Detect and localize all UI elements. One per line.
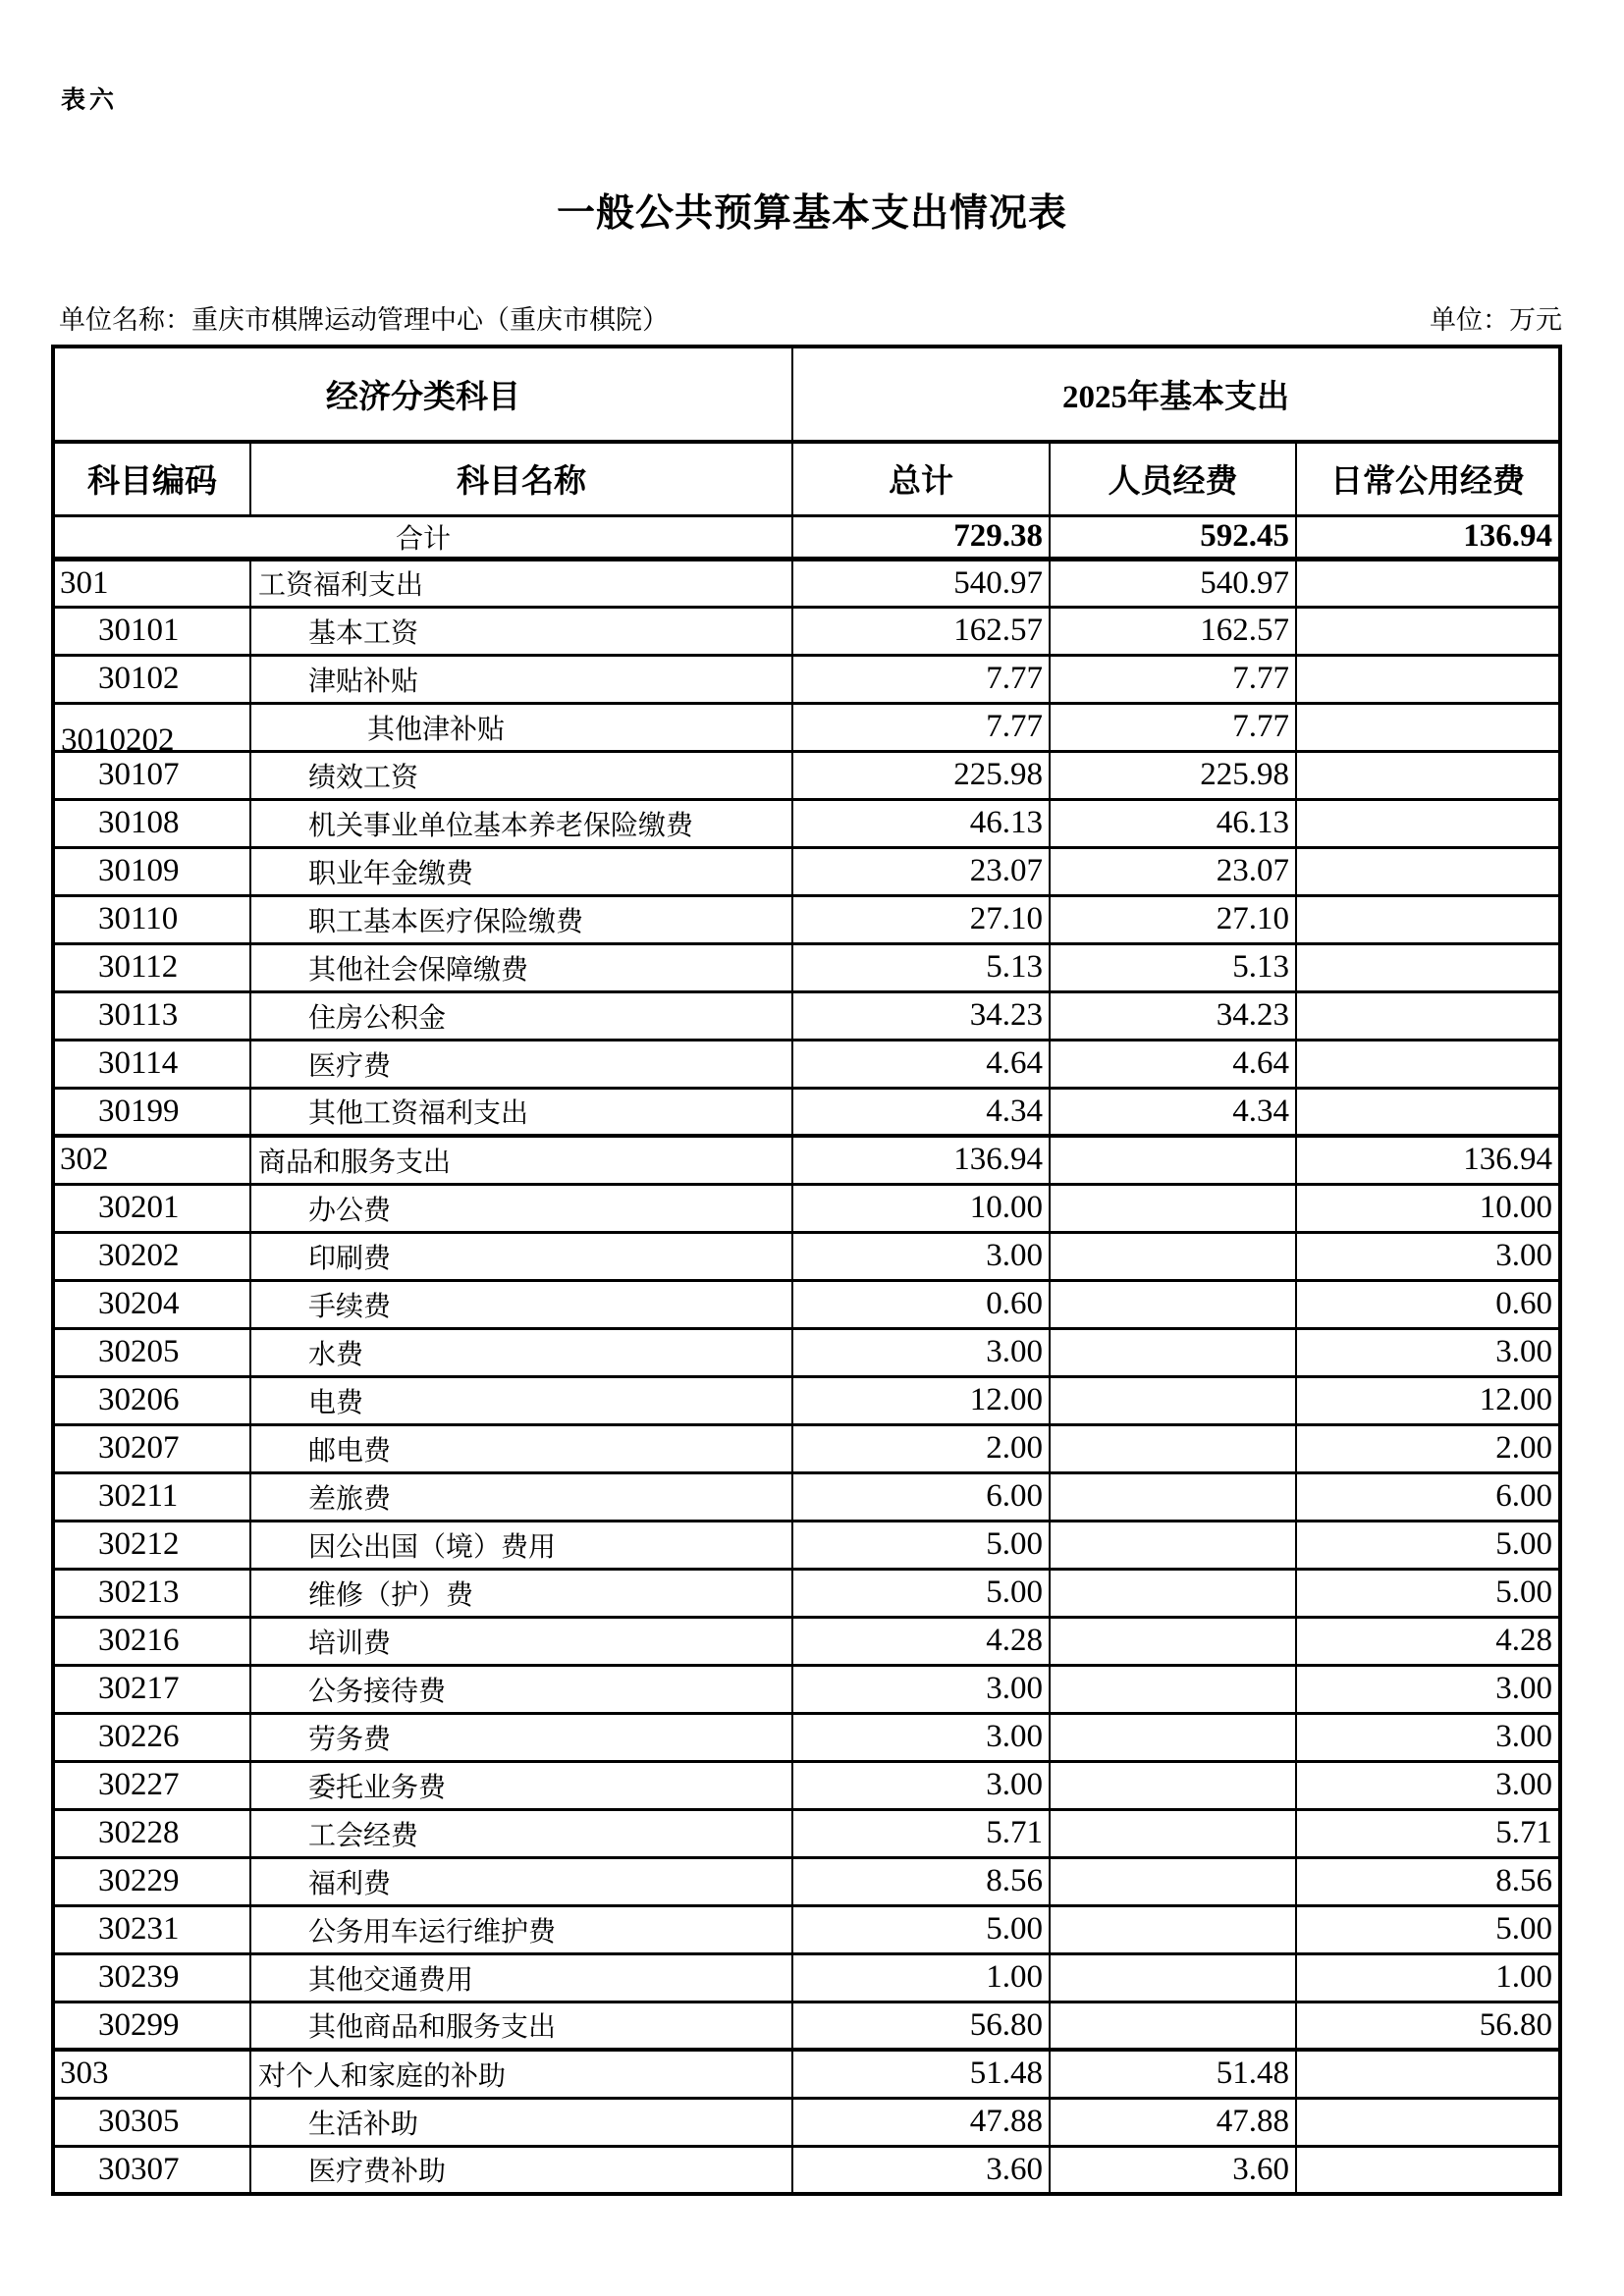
header-economic-classification: 经济分类科目: [53, 347, 792, 442]
subject-name-cell: 电费: [250, 1376, 792, 1424]
subject-name-cell: 机关事业单位基本养老保险缴费: [250, 799, 792, 847]
total-cell: 6.00: [792, 1472, 1050, 1521]
subject-code-cell: 30102: [53, 655, 250, 703]
daily-cell: 3.00: [1296, 1713, 1560, 1761]
personnel-cell: 4.64: [1050, 1040, 1296, 1088]
table-row: [53, 1472, 1560, 1521]
table-row: [53, 1905, 1560, 1953]
total-cell: 8.56: [792, 1857, 1050, 1905]
daily-cell: 10.00: [1296, 1184, 1560, 1232]
subject-code-cell: 30213: [53, 1569, 250, 1617]
total-cell: 225.98: [792, 751, 1050, 799]
subject-code-cell: 30205: [53, 1328, 250, 1376]
header-daily-public-funds: 日常公用经费: [1296, 442, 1560, 515]
total-cell: 2.00: [792, 1424, 1050, 1472]
personnel-cell: [1050, 1424, 1296, 1472]
subject-code-cell: 30228: [53, 1809, 250, 1857]
personnel-cell: 7.77: [1050, 703, 1296, 751]
personnel-cell: [1050, 1328, 1296, 1376]
header-2025-basic-expenditure: 2025年基本支出: [792, 347, 1560, 442]
subject-code-cell: 301: [53, 559, 250, 607]
table-row: [53, 847, 1560, 895]
table-row: [53, 1232, 1560, 1280]
subject-code-cell: 30107: [53, 751, 250, 799]
daily-cell: 5.00: [1296, 1905, 1560, 1953]
daily-cell: 12.00: [1296, 1376, 1560, 1424]
personnel-cell: [1050, 1809, 1296, 1857]
daily-cell: [1296, 2146, 1560, 2194]
daily-cell: [1296, 991, 1560, 1040]
subject-name-cell: 其他商品和服务支出: [250, 2002, 792, 2050]
table-row: [53, 1088, 1560, 1136]
table-row: [53, 2146, 1560, 2194]
table-row: [53, 1617, 1560, 1665]
subject-code-cell: 30305: [53, 2098, 250, 2146]
table-row: [53, 943, 1560, 991]
header-subject-name: 科目名称: [250, 442, 792, 515]
total-cell: 51.48: [792, 2050, 1050, 2098]
total-cell: 3.60: [792, 2146, 1050, 2194]
table-row: [53, 1857, 1560, 1905]
subject-name-cell: 水费: [250, 1328, 792, 1376]
subject-name-cell: 公务用车运行维护费: [250, 1905, 792, 1953]
total-cell: 7.77: [792, 703, 1050, 751]
subject-code-cell: 30231: [53, 1905, 250, 1953]
daily-cell: 5.71: [1296, 1809, 1560, 1857]
total-cell: 3.00: [792, 1713, 1050, 1761]
daily-cell: 5.00: [1296, 1521, 1560, 1569]
personnel-cell: 3.60: [1050, 2146, 1296, 2194]
table-row: [53, 1953, 1560, 2002]
info-row: [59, 298, 1562, 337]
daily-cell: [1296, 2050, 1560, 2098]
personnel-cell: 46.13: [1050, 799, 1296, 847]
unit-name: 单位名称：重庆市棋牌运动管理中心（重庆市棋院）: [59, 305, 669, 335]
table-header: [53, 347, 1560, 515]
subject-name-cell: 工会经费: [250, 1809, 792, 1857]
table-body: [53, 515, 1560, 2194]
subject-code-cell: 30108: [53, 799, 250, 847]
total-cell: 136.94: [792, 1136, 1050, 1184]
personnel-cell: 51.48: [1050, 2050, 1296, 2098]
subject-code-cell: 30110: [53, 895, 250, 943]
total-cell: 0.60: [792, 1280, 1050, 1328]
subject-name-cell: 职工基本医疗保险缴费: [250, 895, 792, 943]
budget-table: [51, 345, 1562, 2196]
daily-cell: 3.00: [1296, 1761, 1560, 1809]
daily-cell: [1296, 2098, 1560, 2146]
personnel-cell: [1050, 1617, 1296, 1665]
total-cell: 46.13: [792, 799, 1050, 847]
subject-name-cell: 劳务费: [250, 1713, 792, 1761]
total-cell: 5.00: [792, 1521, 1050, 1569]
total-cell: 3.00: [792, 1761, 1050, 1809]
personnel-cell: 34.23: [1050, 991, 1296, 1040]
subject-code-cell: 30216: [53, 1617, 250, 1665]
total-cell: 5.00: [792, 1905, 1050, 1953]
subject-name-cell: 生活补助: [250, 2098, 792, 2146]
subject-code-cell: 302: [53, 1136, 250, 1184]
subject-name-cell: 其他交通费用: [250, 1953, 792, 2002]
table-row: [53, 751, 1560, 799]
table-row: [53, 2098, 1560, 2146]
header-group-row: [53, 347, 1560, 442]
subject-name-cell: 医疗费补助: [250, 2146, 792, 2194]
personnel-cell: [1050, 1232, 1296, 1280]
daily-cell: [1296, 751, 1560, 799]
subject-code-cell: 30211: [53, 1472, 250, 1521]
subject-name-cell: 其他津补贴: [250, 703, 792, 751]
daily-cell: 56.80: [1296, 2002, 1560, 2050]
personnel-cell: [1050, 1761, 1296, 1809]
total-cell: 4.34: [792, 1088, 1050, 1136]
table-row: [53, 1521, 1560, 1569]
table-row: [53, 703, 1560, 751]
daily-cell: 5.00: [1296, 1569, 1560, 1617]
personnel-cell: 27.10: [1050, 895, 1296, 943]
personnel-cell: [1050, 1857, 1296, 1905]
subject-name-cell: 其他工资福利支出: [250, 1088, 792, 1136]
subject-name-cell: 因公出国（境）费用: [250, 1521, 792, 1569]
daily-cell: 3.00: [1296, 1328, 1560, 1376]
subject-name-cell: 其他社会保障缴费: [250, 943, 792, 991]
personnel-cell: 7.77: [1050, 655, 1296, 703]
personnel-cell: [1050, 2002, 1296, 2050]
subject-code-cell: 30239: [53, 1953, 250, 2002]
daily-cell: 2.00: [1296, 1424, 1560, 1472]
subject-name-cell: 绩效工资: [250, 751, 792, 799]
subject-name-cell: 医疗费: [250, 1040, 792, 1088]
unit-label: 单位：万元: [1430, 305, 1562, 335]
total-cell: 1.00: [792, 1953, 1050, 2002]
personnel-cell: 5.13: [1050, 943, 1296, 991]
personnel-cell: [1050, 1184, 1296, 1232]
total-cell: 162.57: [792, 607, 1050, 655]
daily-cell: [1296, 895, 1560, 943]
daily-cell: [1296, 607, 1560, 655]
total-row: [53, 515, 1560, 559]
subject-name-cell: 职业年金缴费: [250, 847, 792, 895]
table-row: [53, 799, 1560, 847]
table-row: [53, 1809, 1560, 1857]
header-subject-code: 科目编码: [53, 442, 250, 515]
subject-name-cell: 福利费: [250, 1857, 792, 1905]
daily-cell: 3.00: [1296, 1232, 1560, 1280]
table-row: [53, 1713, 1560, 1761]
subject-code-cell: 30307: [53, 2146, 250, 2194]
subject-code-cell: 30207: [53, 1424, 250, 1472]
daily-cell: [1296, 1040, 1560, 1088]
total-cell: 540.97: [792, 559, 1050, 607]
sheet-label: 表六: [61, 87, 119, 114]
subject-name-cell: 维修（护）费: [250, 1569, 792, 1617]
table-row: [53, 655, 1560, 703]
subject-name-cell: 基本工资: [250, 607, 792, 655]
total-cell: 3.00: [792, 1232, 1050, 1280]
header-column-row: [53, 442, 1560, 515]
total-cell: 3.00: [792, 1328, 1050, 1376]
daily-cell: 4.28: [1296, 1617, 1560, 1665]
personnel-cell: [1050, 1136, 1296, 1184]
subject-name-cell: 津贴补贴: [250, 655, 792, 703]
personnel-cell: 225.98: [1050, 751, 1296, 799]
subject-code-cell: 30204: [53, 1280, 250, 1328]
subject-name-cell: 对个人和家庭的补助: [250, 2050, 792, 2098]
subject-code-cell: 30201: [53, 1184, 250, 1232]
table-row: [53, 1328, 1560, 1376]
total-cell: 34.23: [792, 991, 1050, 1040]
table-row: [53, 1136, 1560, 1184]
total-cell: 5.00: [792, 1569, 1050, 1617]
subject-name-cell: 商品和服务支出: [250, 1136, 792, 1184]
personnel-cell: [1050, 1472, 1296, 1521]
personnel-cell: [1050, 1713, 1296, 1761]
subject-code-cell: 30227: [53, 1761, 250, 1809]
table-row: [53, 1184, 1560, 1232]
table-row: [53, 1424, 1560, 1472]
subject-name-cell: 委托业务费: [250, 1761, 792, 1809]
personnel-cell: 162.57: [1050, 607, 1296, 655]
daily-cell: [1296, 847, 1560, 895]
total-cell: 7.77: [792, 655, 1050, 703]
subject-name-cell: 办公费: [250, 1184, 792, 1232]
subject-name-cell: 公务接待费: [250, 1665, 792, 1713]
personnel-cell: [1050, 1521, 1296, 1569]
total-cell: 5.13: [792, 943, 1050, 991]
daily-cell: [1296, 655, 1560, 703]
personnel-cell: [1050, 1905, 1296, 1953]
personnel-cell: [1050, 1953, 1296, 2002]
subject-code-cell: 30113: [53, 991, 250, 1040]
total-cell: 4.28: [792, 1617, 1050, 1665]
total-cell: 12.00: [792, 1376, 1050, 1424]
daily-cell: 136.94: [1296, 1136, 1560, 1184]
daily-cell: 1.00: [1296, 1953, 1560, 2002]
table-row: [53, 1040, 1560, 1088]
page-title: 一般公共预算基本支出情况表: [556, 192, 1067, 235]
daily-cell: [1296, 1088, 1560, 1136]
table-row: [53, 607, 1560, 655]
table-row: [53, 2050, 1560, 2098]
personnel-cell: [1050, 1665, 1296, 1713]
subject-code-cell: 303: [53, 2050, 250, 2098]
total-sum-cell: 729.38: [792, 515, 1050, 559]
table-row: [53, 1376, 1560, 1424]
subject-code-cell: 30199: [53, 1088, 250, 1136]
subject-code-cell: 30101: [53, 607, 250, 655]
header-personnel-funds: 人员经费: [1050, 442, 1296, 515]
subject-name-cell: 差旅费: [250, 1472, 792, 1521]
table-row: [53, 895, 1560, 943]
subject-name-cell: 住房公积金: [250, 991, 792, 1040]
total-cell: 47.88: [792, 2098, 1050, 2146]
subject-code-cell: 30114: [53, 1040, 250, 1088]
subject-code-cell: 3010202: [53, 703, 250, 751]
subject-name-cell: 邮电费: [250, 1424, 792, 1472]
subject-code-cell: 30202: [53, 1232, 250, 1280]
personnel-cell: 23.07: [1050, 847, 1296, 895]
total-personnel-cell: 592.45: [1050, 515, 1296, 559]
subject-code-cell: 30299: [53, 2002, 250, 2050]
subject-name-cell: 手续费: [250, 1280, 792, 1328]
header-total: 总计: [792, 442, 1050, 515]
table-row: [53, 1569, 1560, 1617]
total-cell: 27.10: [792, 895, 1050, 943]
daily-cell: [1296, 703, 1560, 751]
subject-code-cell: 30229: [53, 1857, 250, 1905]
total-label-cell: 合计: [53, 515, 792, 559]
personnel-cell: 540.97: [1050, 559, 1296, 607]
daily-cell: [1296, 559, 1560, 607]
total-cell: 10.00: [792, 1184, 1050, 1232]
personnel-cell: [1050, 1569, 1296, 1617]
total-daily-cell: 136.94: [1296, 515, 1560, 559]
subject-code-cell: 30109: [53, 847, 250, 895]
table-row: [53, 2002, 1560, 2050]
daily-cell: 6.00: [1296, 1472, 1560, 1521]
subject-name-cell: 培训费: [250, 1617, 792, 1665]
table-row: [53, 1280, 1560, 1328]
table-row: [53, 991, 1560, 1040]
table-row: [53, 1761, 1560, 1809]
daily-cell: [1296, 799, 1560, 847]
total-cell: 23.07: [792, 847, 1050, 895]
daily-cell: [1296, 943, 1560, 991]
personnel-cell: 47.88: [1050, 2098, 1296, 2146]
subject-name-cell: 印刷费: [250, 1232, 792, 1280]
total-cell: 4.64: [792, 1040, 1050, 1088]
personnel-cell: [1050, 1280, 1296, 1328]
daily-cell: 0.60: [1296, 1280, 1560, 1328]
total-cell: 56.80: [792, 2002, 1050, 2050]
subject-code-cell: 30212: [53, 1521, 250, 1569]
table-row: [53, 559, 1560, 607]
subject-code-cell: 30112: [53, 943, 250, 991]
total-cell: 5.71: [792, 1809, 1050, 1857]
total-cell: 3.00: [792, 1665, 1050, 1713]
daily-cell: 3.00: [1296, 1665, 1560, 1713]
subject-name-cell: 工资福利支出: [250, 559, 792, 607]
subject-code-cell: 30217: [53, 1665, 250, 1713]
personnel-cell: [1050, 1376, 1296, 1424]
subject-code-cell: 30226: [53, 1713, 250, 1761]
personnel-cell: 4.34: [1050, 1088, 1296, 1136]
table-row: [53, 1665, 1560, 1713]
daily-cell: 8.56: [1296, 1857, 1560, 1905]
subject-code-cell: 30206: [53, 1376, 250, 1424]
